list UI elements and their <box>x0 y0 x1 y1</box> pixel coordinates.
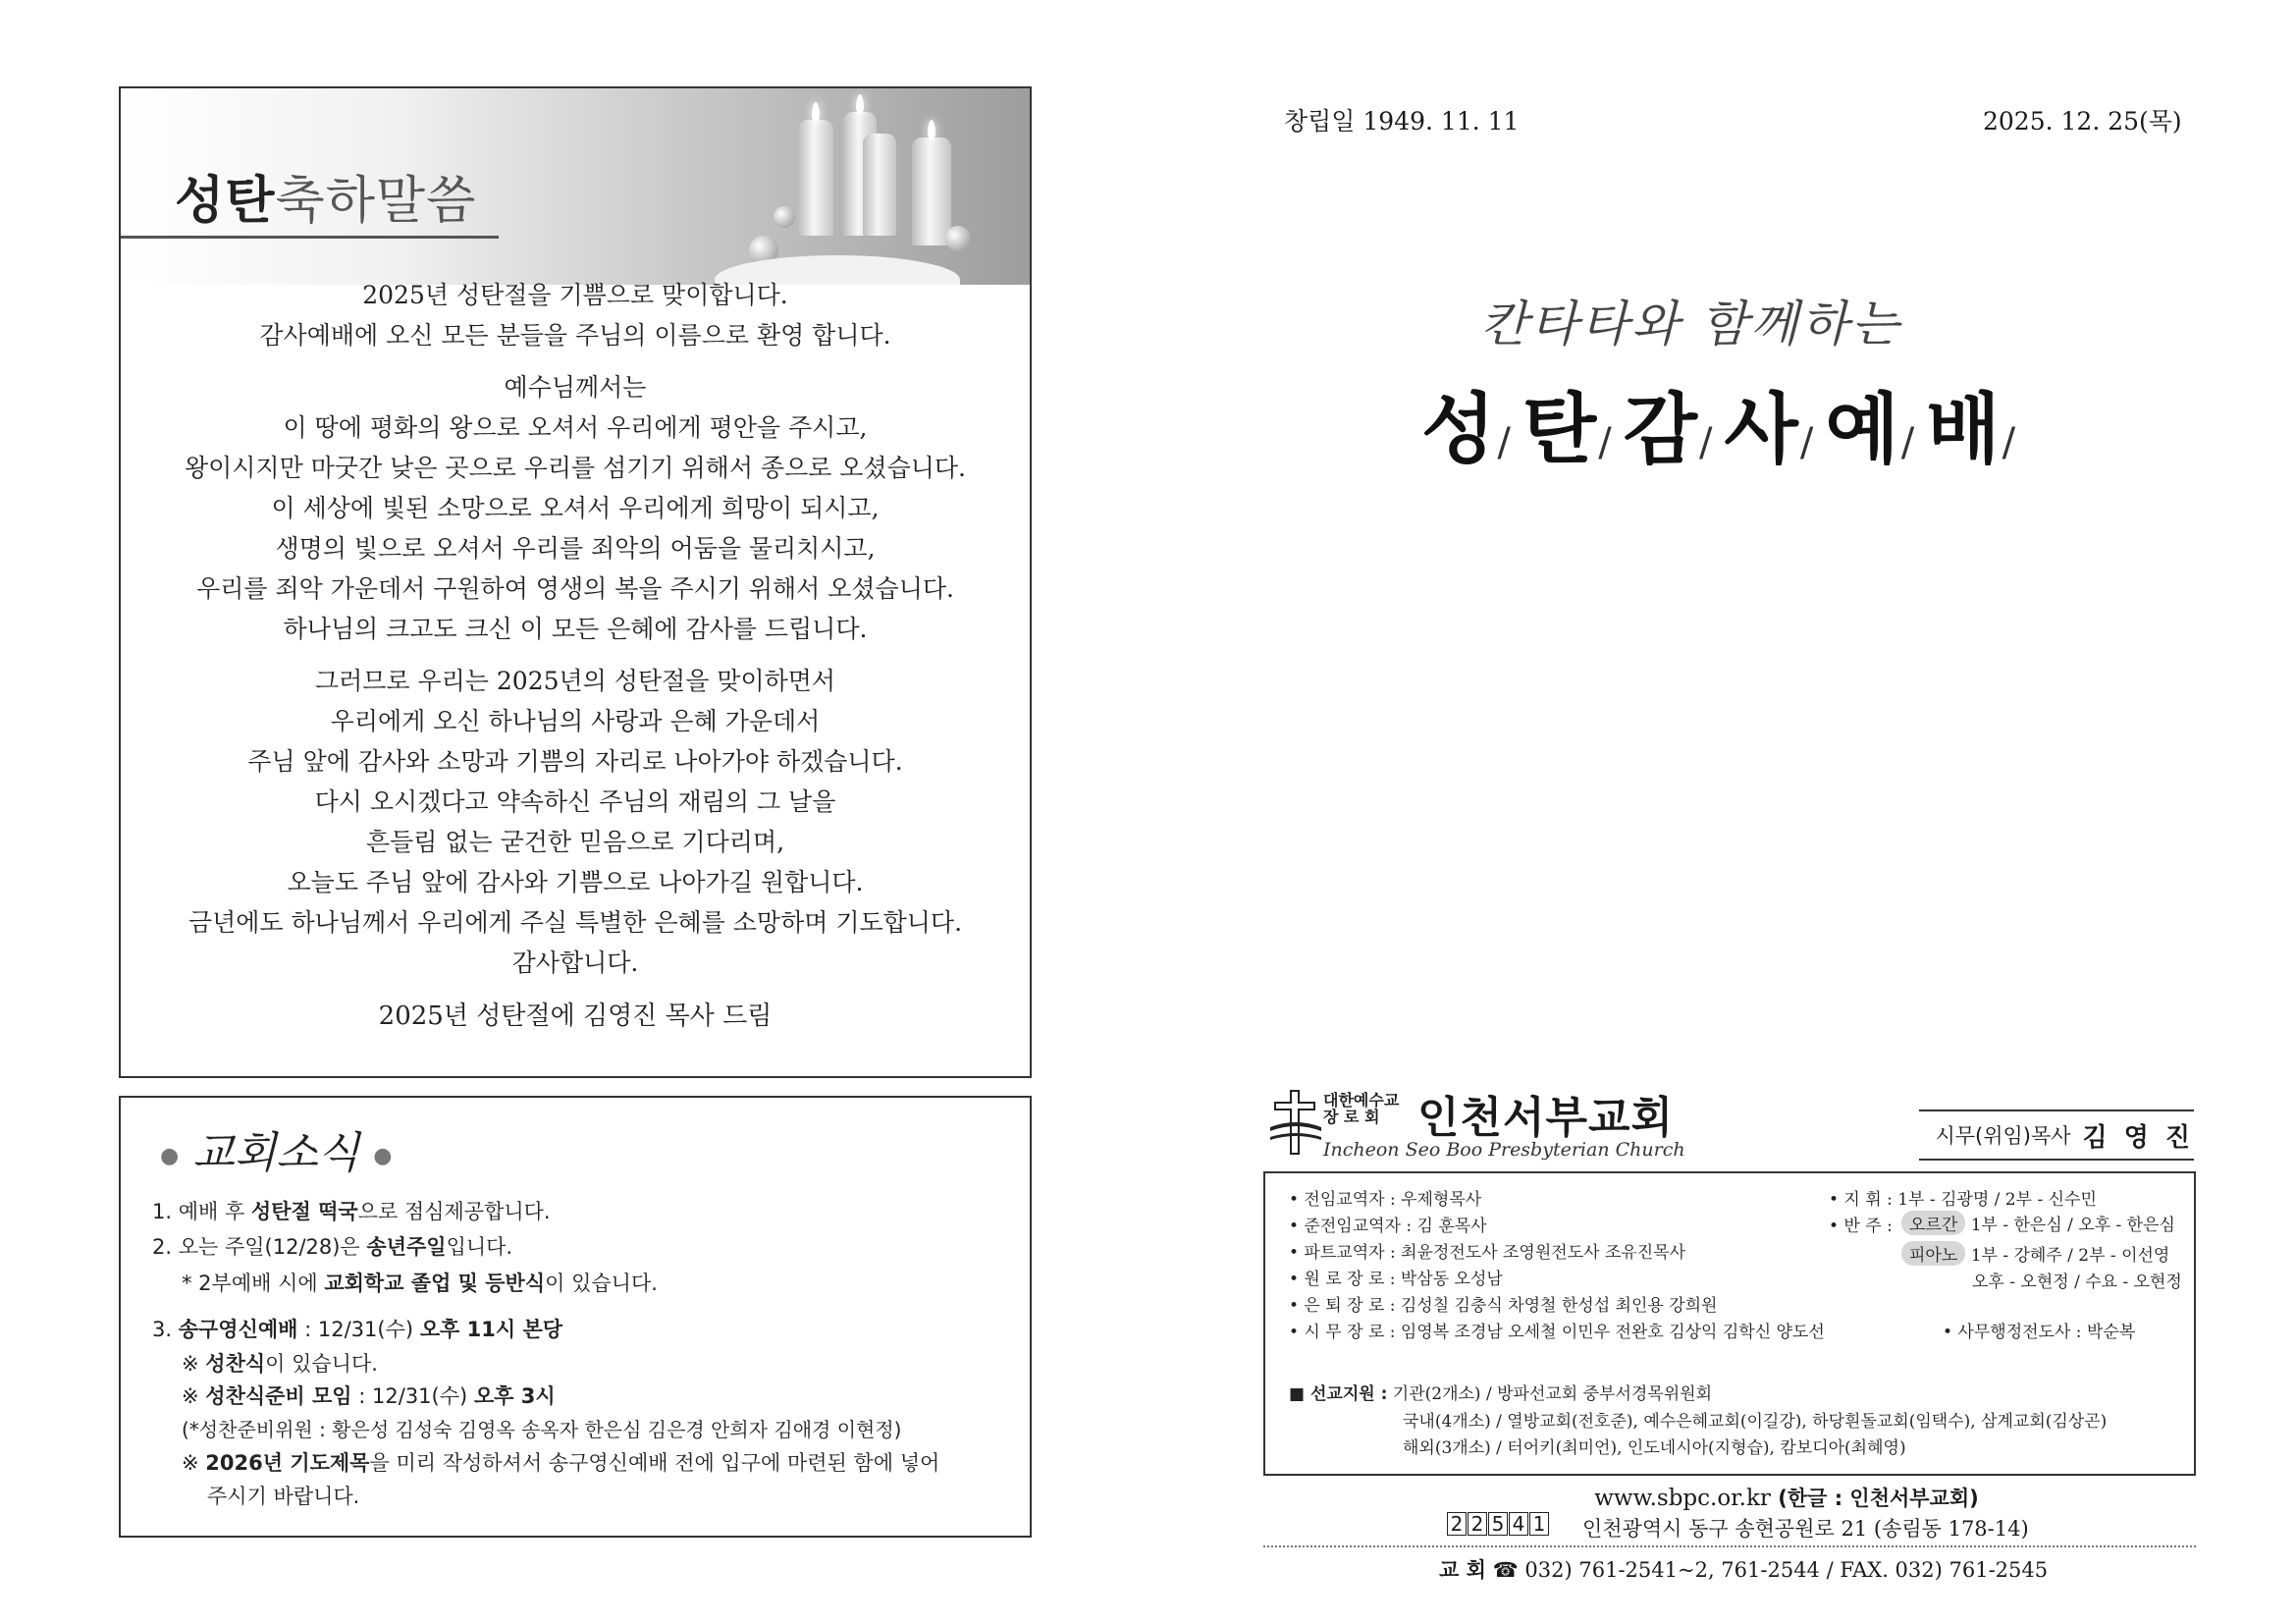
organ-badge: 오르간 <box>1901 1211 1965 1235</box>
organ-line: 오르간 1부 - 한은심 / 오후 - 한은심 <box>1901 1211 2175 1235</box>
greeting-message <box>121 275 1030 1037</box>
news-item: 3. 송구영신예배 : 12/31(수) 오후 11시 본당 <box>152 1318 563 1341</box>
title-char: 성 <box>1421 386 1496 474</box>
message-line: 감사합니다. <box>511 948 639 977</box>
staff-line: • 준전임교역자 : 김 훈목사 <box>1289 1217 1487 1236</box>
news-subitem: ※ 성찬식이 있습니다. <box>182 1352 378 1376</box>
mission-line: ■ 선교지원 : 기관(2개소) / 방파선교회 중부서경목위원회 <box>1289 1384 1712 1404</box>
message-line: 왕이시지만 마굿간 낮은 곳으로 우리를 섬기기 위해서 종으로 오셨습니다. <box>184 454 967 482</box>
message-line: 금년에도 하나님께서 우리에게 주실 특별한 은혜를 소망하며 기도합니다. <box>187 908 963 937</box>
news-item: 2. 오는 주일(12/28)은 송년주일입니다. <box>152 1235 513 1259</box>
greeting-header-image <box>121 88 1030 285</box>
address: 인천광역시 동구 송현공원로 21 (송림동 178-14) <box>1582 1517 2029 1541</box>
postal-code: 2 2 5 4 1 <box>1447 1512 1550 1536</box>
church-name: 인천서부교회 <box>1417 1093 1675 1143</box>
message-line: 그러므로 우리는 2025년의 성탄절을 맞이하면서 <box>314 667 836 695</box>
ornament-icon <box>945 226 971 251</box>
denomination: 대한예수교 장 로 회 <box>1323 1091 1400 1126</box>
news-subitem: * 2부예배 시에 교회학교 졸업 및 등반식이 있습니다. <box>182 1272 658 1295</box>
piano-line: 오후 - 오현정 / 수요 - 오현정 <box>1972 1272 2182 1292</box>
piano-line: 피아노 1부 - 강혜주 / 2부 - 이선영 <box>1901 1241 2169 1266</box>
greeting-box <box>119 86 1032 1078</box>
church-news-box <box>119 1096 1032 1538</box>
message-line: 감사예배에 오신 모든 분들을 주님의 이름으로 환영 합니다. <box>259 321 891 350</box>
title-char: 배 <box>1926 386 2001 474</box>
bullet-icon: ● <box>160 1144 180 1168</box>
greeting-signature: 2025년 성탄절에 김영진 목사 드림 <box>378 1001 773 1031</box>
news-subitem: ※ 성찬식준비 모임 : 12/31(수) 오후 3시 <box>182 1384 556 1408</box>
bulletin-date: 2025. 12. 25(목) <box>1983 107 2182 135</box>
service-subtitle: 칸타타와 함께하는 <box>1480 296 1902 352</box>
mission-line: 국내(4개소) / 열방교회(전호준), 예수은혜교회(이길강), 하당흰돌교회(임택수), 삼계교회(김상곤) <box>1403 1412 2108 1432</box>
bullet-icon: ● <box>373 1144 393 1168</box>
staff-line: • 전임교역자 : 우제형목사 <box>1289 1190 1482 1210</box>
candle-icon <box>912 137 951 245</box>
staff-line: • 파트교역자 : 최윤정전도사 조영원전도사 조유진목사 <box>1289 1243 1686 1263</box>
message-line: 다시 오시겠다고 약속하신 주님의 재림의 그 날을 <box>314 787 836 816</box>
ornament-icon <box>774 206 795 228</box>
message-line: 예수님께서는 <box>504 373 647 402</box>
message-line: 생명의 빛으로 오셔서 우리를 죄악의 어둠을 물리치시고, <box>275 534 876 563</box>
message-line: 주님 앞에 감사와 소망과 기쁨의 자리로 나아가야 하겠습니다. <box>247 747 903 776</box>
accompanist-label: • 반 주 : <box>1829 1217 1893 1236</box>
piano-badge: 피아노 <box>1901 1241 1965 1266</box>
service-title: 성/ 탄/ 감/ 사/ 예/ 배/ <box>1421 368 2027 478</box>
candle-icon <box>798 120 833 236</box>
senior-pastor: 시무(위임)목사 김 영 진 <box>1919 1110 2194 1161</box>
staff-line: • 원 로 장 로 : 박삼동 오성남 <box>1289 1270 1503 1289</box>
conductor-line: • 지 휘 : 1부 - 김광명 / 2부 - 신수민 <box>1829 1190 2097 1210</box>
title-underline <box>121 236 499 239</box>
phone-numbers: 교 회 ☎ 032) 761-2541~2, 761-2544 / FAX. 032) 761-2545 <box>1439 1558 2049 1582</box>
website[interactable]: www.sbpc.or.kr (한글 : 인천서부교회) <box>1594 1486 1979 1511</box>
title-char: 감 <box>1623 386 1698 474</box>
greeting-title: 성탄축하말씀 <box>175 172 477 231</box>
news-subitem: (*성찬준비위원 : 황은성 김성숙 김영옥 송옥자 한은심 김은경 안희자 김애경 이현정) <box>182 1418 902 1441</box>
message-line: 오늘도 주님 앞에 감사와 기쁨으로 나아가길 원합니다. <box>287 868 864 896</box>
message-line: 2025년 성탄절을 기쁨으로 맞이합니다. <box>362 281 788 309</box>
mission-line: 해외(3개소) / 터어키(최미언), 인도네시아(지형습), 캄보디아(최혜영) <box>1403 1438 1906 1458</box>
message-line: 이 세상에 빛된 소망으로 오셔서 우리에게 희망이 되시고, <box>271 494 880 522</box>
staff-line: • 시 무 장 로 : 임영복 조경남 오세철 이민우 전완호 김상익 김학신 양도선 <box>1289 1323 1825 1342</box>
message-line: 우리에게 오신 하나님의 사랑과 은혜 가운데서 <box>330 707 821 735</box>
flame-icon <box>928 120 935 139</box>
title-char: 탄 <box>1522 386 1597 474</box>
church-cross-logo-icon <box>1266 1088 1325 1157</box>
flame-icon <box>856 94 864 114</box>
church-name-english: Incheon Seo Boo Presbyterian Church <box>1323 1139 1685 1161</box>
footer-divider <box>1263 1545 2196 1547</box>
founding-date: 창립일 1949. 11. 11 <box>1284 107 1520 135</box>
title-char: 사 <box>1724 386 1798 474</box>
title-char: 예 <box>1825 386 1899 474</box>
news-subitem: ※ 2026년 기도제목을 미리 작성하셔서 송구영신예배 전에 입구에 마련된 함에 넣어 <box>182 1451 940 1475</box>
news-subitem: 주시기 바랍니다. <box>207 1485 360 1508</box>
message-line: 이 땅에 평화의 왕으로 오셔서 우리에게 평안을 주시고, <box>283 413 868 442</box>
news-item: 1. 예배 후 성탄절 떡국으로 점심제공합니다. <box>152 1200 551 1223</box>
candle-icon <box>863 134 896 236</box>
flame-icon <box>812 102 820 122</box>
staff-box <box>1263 1171 2196 1476</box>
staff-line: • 은 퇴 장 로 : 김성칠 김충식 차영철 한성섭 최인용 강희원 <box>1289 1296 1718 1316</box>
news-title: ● 교회소식 ● <box>160 1128 393 1178</box>
message-line: 흔들림 없는 굳건한 믿음으로 기다리며, <box>365 828 785 856</box>
message-line: 하나님의 크고도 크신 이 모든 은혜에 감사를 드립니다. <box>283 615 868 643</box>
staff-line: • 사무행정전도사 : 박순복 <box>1943 1323 2136 1342</box>
message-line: 우리를 죄악 가운데서 구원하여 영생의 복을 주시기 위해서 오셨습니다. <box>196 574 954 603</box>
